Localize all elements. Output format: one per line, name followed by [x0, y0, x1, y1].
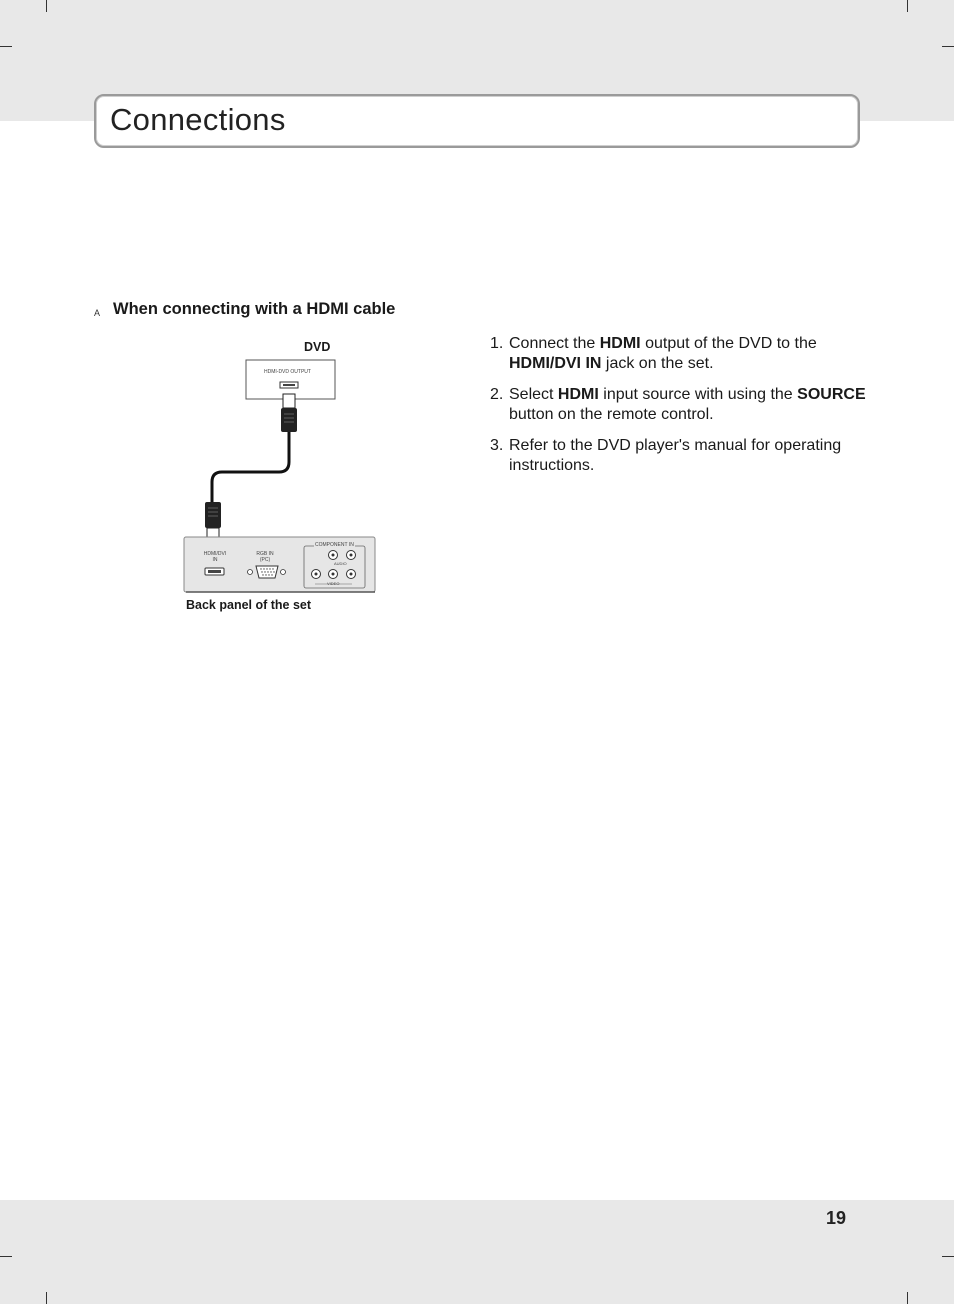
hdmi-in-label-line1: HDMI/DVI	[203, 551, 227, 557]
audio-label: AUDIO	[334, 561, 347, 566]
list-item	[490, 436, 870, 476]
page-title: Connections	[110, 102, 286, 137]
crop-mark	[942, 46, 954, 47]
dvd-label: DVD	[304, 340, 331, 354]
crop-mark	[907, 0, 908, 12]
step-number: 2.	[490, 386, 504, 403]
footer-band	[0, 1200, 954, 1304]
rgb-in-label-line2: (PC)	[259, 557, 271, 563]
crop-mark	[942, 1256, 954, 1257]
rgb-in-label	[250, 551, 280, 563]
step-text: Select HDMI input source with using the SOURCE button on the remote control.	[509, 386, 866, 423]
step-text: Connect the HDMI output of the DVD to the HDMI/DVI IN jack on the set.	[509, 335, 817, 372]
crop-mark	[0, 46, 12, 47]
list-item	[490, 334, 870, 374]
step-number: 1.	[490, 335, 504, 352]
crop-mark	[0, 1256, 12, 1257]
dvd-port-label: HDMI-DVD OUTPUT	[264, 369, 311, 375]
rgb-in-port	[256, 566, 278, 578]
list-item	[490, 385, 870, 425]
section-marker: A	[94, 308, 101, 318]
page-number: 19	[826, 1208, 847, 1228]
page-title-box	[94, 94, 860, 148]
dvd-cable-connector	[283, 394, 295, 408]
video-label: VIDEO	[327, 581, 340, 586]
component-in-label: COMPONENT IN	[315, 542, 354, 548]
step-text: Refer to the DVD player's manual for operating instructions.	[509, 437, 842, 474]
hdmi-cable	[212, 432, 289, 502]
step-number: 3.	[490, 437, 504, 454]
rgb-in-label-line1: RGB IN	[256, 551, 274, 557]
hdmi-in-label-line2: IN	[212, 557, 218, 563]
panel-cable-connector	[205, 502, 221, 528]
crop-mark	[46, 0, 47, 12]
crop-mark	[46, 1292, 47, 1304]
section-heading: When connecting with a HDMI cable	[113, 300, 396, 318]
hdmi-in-label	[200, 551, 230, 563]
crop-mark	[907, 1292, 908, 1304]
back-panel-label: Back panel of the set	[186, 598, 312, 612]
dvd-box	[246, 360, 335, 399]
instruction-list	[490, 334, 870, 487]
